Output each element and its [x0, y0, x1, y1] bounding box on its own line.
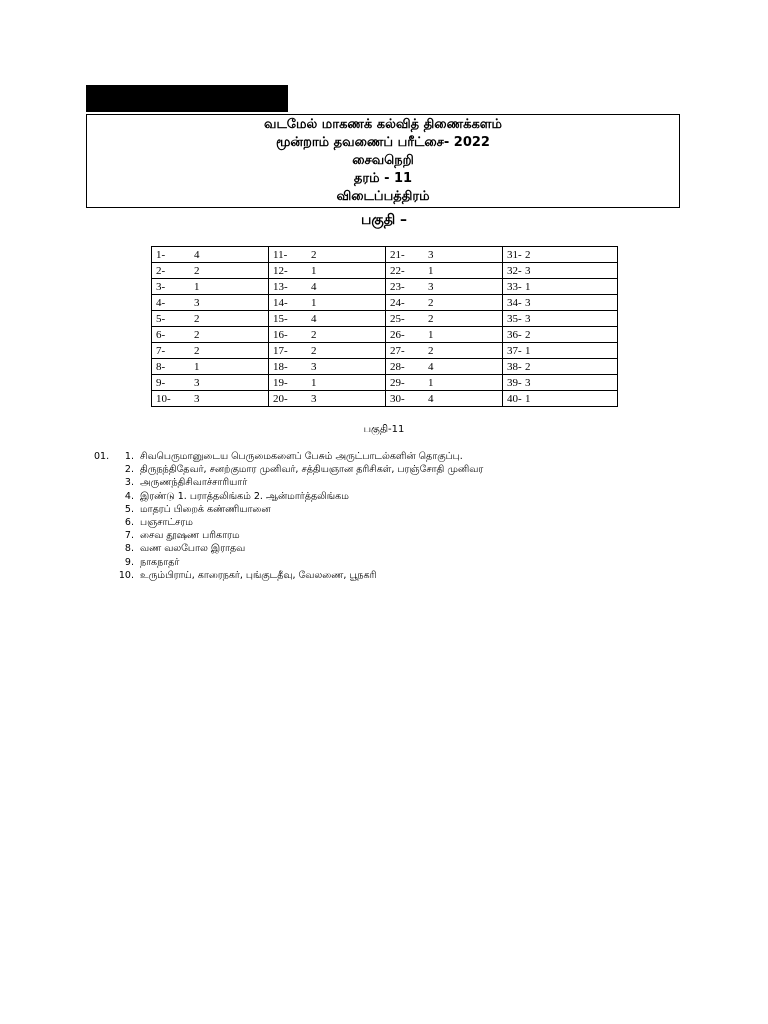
list-item — [94, 503, 483, 516]
question-label — [94, 503, 114, 516]
answer-value: 2 — [194, 264, 200, 277]
question-number: 24- — [390, 296, 405, 309]
answer-value: 2 — [311, 328, 317, 341]
answer-value: 1 — [525, 392, 531, 405]
answer-cell — [386, 263, 503, 279]
item-text: திருநந்திதேவர், சனற்குமார முனிவர், சத்தியஞான தரிசிகள், பரஞ்சோதி முனிவர — [140, 464, 484, 476]
answer-value: 3 — [194, 296, 200, 309]
table-row — [152, 327, 618, 343]
question-number: 28- — [390, 360, 405, 373]
question-number: 4- — [156, 296, 166, 309]
answer-value: 2 — [428, 296, 434, 309]
question-number: 21- — [390, 248, 405, 261]
question-number: 2- — [156, 264, 166, 277]
item-text: சைவ தூஷண பரிகாரம — [140, 530, 240, 542]
table-row — [152, 247, 618, 263]
answer-cell — [152, 279, 269, 295]
answer-cell — [503, 327, 618, 343]
answer-value: 3 — [311, 392, 317, 405]
answer-value: 2 — [194, 328, 200, 341]
answer-cell — [503, 247, 618, 263]
item-number: 7. — [124, 530, 134, 542]
header-grade: தரம் - 11 — [353, 171, 413, 186]
answer-cell — [269, 279, 386, 295]
answer-cell — [386, 311, 503, 327]
question-number: 3- — [156, 280, 166, 293]
part2-title: பகுதி-11 — [363, 424, 405, 435]
question-number: 31- — [507, 248, 522, 261]
question-number: 38- — [507, 360, 522, 373]
question-number: 27- — [390, 344, 405, 357]
item-number: 3. — [124, 477, 134, 489]
question-number: 10- — [156, 392, 171, 405]
item-number: 10. — [118, 569, 134, 581]
answer-value: 3 — [311, 360, 317, 373]
header-department: வடமேல் மாகணக் கல்வித் திணைக்களம் — [264, 117, 502, 132]
question-number: 37- — [507, 344, 522, 357]
question-number: 17- — [273, 344, 288, 357]
answer-value: 1 — [525, 344, 531, 357]
question-number: 13- — [273, 280, 288, 293]
answer-cell — [152, 375, 269, 391]
question-number: 15- — [273, 312, 288, 325]
answer-cell — [269, 327, 386, 343]
question-number: 22- — [390, 264, 405, 277]
question-label — [94, 569, 114, 582]
question-label — [94, 490, 114, 503]
answer-cell — [269, 247, 386, 263]
answer-cell — [386, 327, 503, 343]
answer-cell — [386, 343, 503, 359]
answer-value: 2 — [525, 328, 531, 341]
question-number: 36- — [507, 328, 522, 341]
answer-value: 3 — [525, 264, 531, 277]
answer-value: 4 — [194, 248, 200, 261]
item-text: பஞசாட்சரம — [140, 517, 193, 529]
question-number: 8- — [156, 360, 166, 373]
table-row — [152, 295, 618, 311]
question-number: 1- — [156, 248, 166, 261]
question-number: 34- — [507, 296, 522, 309]
question-number: 6- — [156, 328, 166, 341]
question-number: 40- — [507, 392, 522, 405]
item-number: 5. — [124, 503, 134, 515]
answer-cell — [386, 279, 503, 295]
answer-value: 3 — [525, 296, 531, 309]
answer-cell — [503, 311, 618, 327]
question-number: 23- — [390, 280, 405, 293]
item-text: உரும்பிராய், காரைநகர், புங்குடதீவு, வேலணை, பூநகரி — [140, 569, 377, 581]
answer-cell — [269, 375, 386, 391]
item-number: 9. — [124, 556, 134, 568]
list-item — [94, 463, 483, 476]
question-label — [94, 542, 114, 555]
answer-value: 1 — [428, 328, 434, 341]
answer-cell — [269, 295, 386, 311]
list-item — [94, 569, 483, 582]
question-number: 9- — [156, 376, 166, 389]
item-text: சிவபெருமானுடைய பெருமைகளைப் பேசும் அருட்பாடல்களின் தொகுப்பு. — [140, 451, 463, 462]
answer-value: 4 — [311, 312, 317, 325]
answer-value: 2 — [194, 344, 200, 357]
question-label — [94, 516, 114, 529]
answer-value: 2 — [311, 248, 317, 261]
answer-value: 4 — [311, 280, 317, 293]
answer-value: 2 — [428, 312, 434, 325]
answer-cell — [386, 359, 503, 375]
question-number: 39- — [507, 376, 522, 389]
question-number: 32- — [507, 264, 522, 277]
question-number: 7- — [156, 344, 166, 357]
answer-value: 2 — [525, 360, 531, 373]
answer-cell — [269, 391, 386, 407]
answer-value: 1 — [311, 376, 317, 389]
redacted-block — [86, 85, 288, 112]
question-label: 01. — [94, 451, 110, 462]
table-row — [152, 375, 618, 391]
item-text: மாதரப் பிறைக் கண்ணியானை — [140, 503, 271, 515]
answer-value: 1 — [428, 376, 434, 389]
question-label — [94, 463, 114, 476]
document-header — [86, 114, 680, 208]
answer-cell — [503, 343, 618, 359]
question-number: 12- — [273, 264, 288, 277]
answer-value: 2 — [428, 344, 434, 357]
answer-value: 1 — [194, 280, 200, 293]
item-number: 4. — [124, 490, 134, 502]
list-item — [94, 542, 483, 555]
answer-value: 2 — [311, 344, 317, 357]
answer-cell — [269, 359, 386, 375]
answer-value: 4 — [428, 392, 434, 405]
list-item — [94, 450, 483, 463]
item-text: அருணந்திசிவாச்சாரியார் — [140, 477, 248, 489]
answer-value: 3 — [525, 312, 531, 325]
question-label — [94, 529, 114, 542]
question-number: 35- — [507, 312, 522, 325]
question-number: 25- — [390, 312, 405, 325]
question-number: 19- — [273, 376, 288, 389]
answer-cell — [503, 359, 618, 375]
list-item — [94, 516, 483, 529]
answer-value: 3 — [428, 248, 434, 261]
answers-table — [151, 246, 618, 407]
answer-cell — [269, 311, 386, 327]
question-number: 30- — [390, 392, 405, 405]
question-number: 26- — [390, 328, 405, 341]
table-row — [152, 391, 618, 407]
answer-cell — [269, 263, 386, 279]
answer-value: 1 — [311, 296, 317, 309]
answer-cell — [152, 311, 269, 327]
header-answer-sheet: விடைப்பத்திரம் — [336, 189, 430, 204]
answer-cell — [152, 327, 269, 343]
answer-cell — [386, 295, 503, 311]
question-number: 5- — [156, 312, 166, 325]
answer-cell — [152, 247, 269, 263]
question-number: 29- — [390, 376, 405, 389]
answer-cell — [152, 295, 269, 311]
list-item — [94, 476, 483, 489]
question-number: 16- — [273, 328, 288, 341]
question-01 — [94, 450, 483, 582]
item-text: வண வலபோல இராதவ — [140, 543, 246, 555]
table-row — [152, 263, 618, 279]
table-row — [152, 359, 618, 375]
answer-value: 1 — [525, 280, 531, 293]
item-number: 2. — [124, 464, 134, 476]
item-number: 8. — [124, 543, 134, 555]
answer-value: 3 — [194, 392, 200, 405]
list-item — [94, 556, 483, 569]
part1-title: பகுதி – — [360, 212, 408, 228]
answer-value: 3 — [525, 376, 531, 389]
header-exam: மூன்றாம் தவணைப் பரீட்சை- 2022 — [276, 135, 490, 150]
table-row — [152, 311, 618, 327]
answer-cell — [152, 343, 269, 359]
answer-value: 3 — [428, 280, 434, 293]
answer-cell — [269, 343, 386, 359]
answer-cell — [503, 295, 618, 311]
answer-value: 1 — [311, 264, 317, 277]
answer-cell — [152, 263, 269, 279]
item-text: நாகநாதர் — [140, 556, 180, 568]
table-row — [152, 279, 618, 295]
answer-value: 1 — [428, 264, 434, 277]
answer-value: 4 — [428, 360, 434, 373]
question-number: 18- — [273, 360, 288, 373]
answer-value: 2 — [525, 248, 531, 261]
question-label — [94, 476, 114, 489]
item-number: 1. — [124, 451, 134, 462]
list-item — [94, 529, 483, 542]
question-number: 33- — [507, 280, 522, 293]
list-item — [94, 490, 483, 503]
answer-cell — [503, 391, 618, 407]
table-row — [152, 343, 618, 359]
answer-cell — [503, 263, 618, 279]
answer-value: 1 — [194, 360, 200, 373]
item-text: இரண்டு 1. பராத்தலிங்கம் 2. ஆன்மார்த்தலிங்கம — [140, 490, 349, 502]
answer-cell — [503, 375, 618, 391]
answer-cell — [152, 391, 269, 407]
answer-cell — [386, 375, 503, 391]
question-number: 20- — [273, 392, 288, 405]
answer-cell — [152, 359, 269, 375]
question-number: 14- — [273, 296, 288, 309]
question-label — [94, 556, 114, 569]
header-subject: சைவநெறி — [352, 153, 414, 168]
answer-cell — [386, 391, 503, 407]
answer-cell — [503, 279, 618, 295]
question-number: 11- — [273, 248, 288, 261]
answer-value: 2 — [194, 312, 200, 325]
answer-value: 3 — [194, 376, 200, 389]
answer-cell — [386, 247, 503, 263]
item-number: 6. — [124, 517, 134, 529]
